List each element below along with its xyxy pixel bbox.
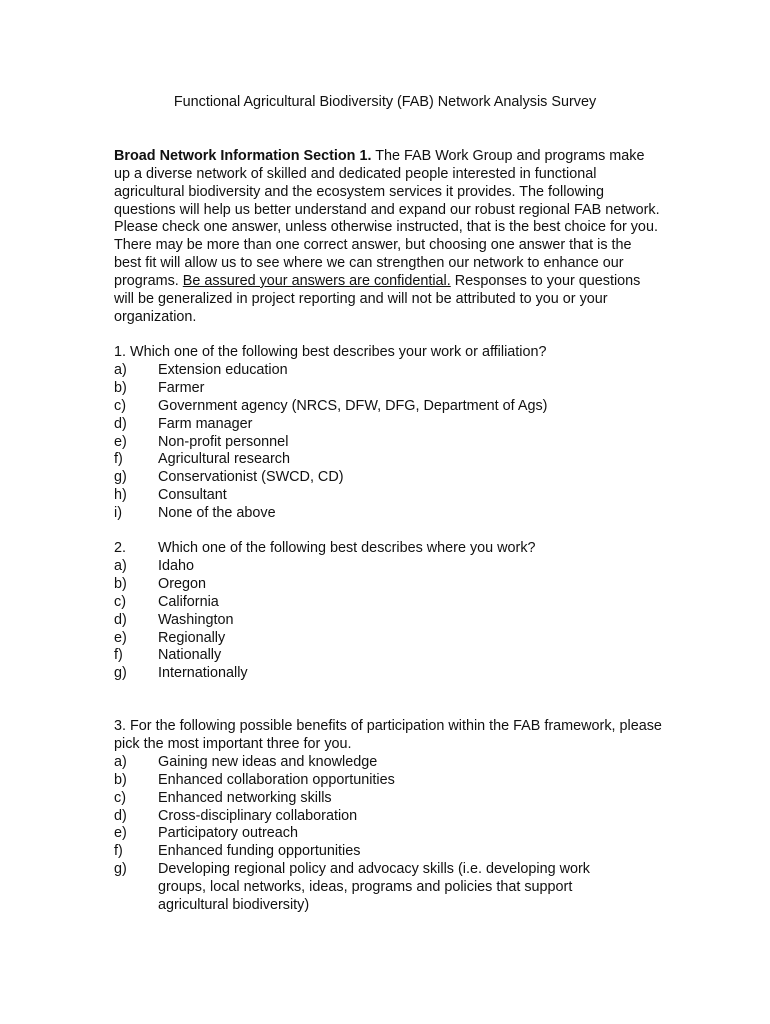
question-2: [114, 540, 674, 683]
question-1: [114, 344, 674, 523]
option-row[interactable]: [114, 790, 674, 808]
section-heading: Broad Network Information Section 1.: [114, 148, 372, 164]
option-text: Farmer: [158, 379, 205, 396]
option-row[interactable]: [114, 398, 674, 416]
option-text: Enhanced networking skills: [158, 789, 332, 806]
option-label: b): [114, 575, 127, 592]
option-label: f): [114, 843, 123, 860]
option-label: d): [114, 611, 127, 628]
option-text: Oregon: [158, 575, 206, 592]
option-row[interactable]: [114, 808, 674, 826]
option-row[interactable]: [114, 505, 674, 523]
option-label: g): [114, 861, 127, 878]
option-text: Cross-disciplinary collaboration: [158, 807, 358, 824]
option-row[interactable]: [114, 612, 674, 630]
question-3: [114, 718, 674, 915]
option-text: Farm manager: [158, 415, 253, 432]
option-row[interactable]: [114, 861, 674, 915]
question-2-text: Which one of the following best describes where you work?: [158, 540, 536, 556]
option-row[interactable]: [114, 772, 674, 790]
confidentiality-note: Be assured your answers are confidential.: [182, 272, 451, 289]
intro-body: The FAB Work Group and programs make up a diverse network of skilled and dedicated people interested in functional agricultural biodiversity and the ecosystem services it provides. The following questions will help us better understand and expand our robust regional FAB network. Please check one answer, unless otherwise instructed, that is the best choice for you. There may be more than one correct answer, but choosing one answer that is the best fit will allow us to see where we can strengthen our network to enhance our programs.: [114, 148, 660, 289]
option-row[interactable]: [114, 362, 674, 380]
option-text: Gaining new ideas and knowledge: [158, 753, 378, 770]
option-row[interactable]: [114, 380, 674, 398]
option-text: California: [158, 593, 219, 610]
option-text: Washington: [158, 611, 234, 628]
option-row[interactable]: [114, 416, 674, 434]
option-label: b): [114, 379, 127, 396]
question-1-text: 1. Which one of the following best describes your work or affiliation?: [114, 344, 547, 360]
option-text: Non-profit personnel: [158, 433, 289, 450]
option-label: h): [114, 487, 127, 504]
option-row[interactable]: [114, 825, 674, 843]
option-text: Internationally: [158, 665, 248, 682]
option-label: f): [114, 647, 123, 664]
option-row[interactable]: [114, 754, 674, 772]
option-text: Consultant: [158, 487, 227, 504]
option-row[interactable]: [114, 630, 674, 648]
option-label: i): [114, 505, 122, 522]
option-label: a): [114, 557, 127, 574]
option-text: Government agency (NRCS, DFW, DFG, Department of Ags): [158, 397, 548, 414]
option-row[interactable]: [114, 594, 674, 612]
option-text: Nationally: [158, 647, 222, 664]
option-label: c): [114, 397, 126, 414]
option-row[interactable]: [114, 487, 674, 505]
option-label: a): [114, 361, 127, 378]
option-row[interactable]: [114, 647, 674, 665]
option-label: e): [114, 433, 127, 450]
option-text: Extension education: [158, 361, 288, 378]
intro-paragraph: [114, 148, 662, 326]
option-row[interactable]: [114, 576, 674, 594]
option-label: d): [114, 807, 127, 824]
option-text: Enhanced funding opportunities: [158, 843, 361, 860]
option-row[interactable]: [114, 558, 674, 576]
option-label: g): [114, 469, 127, 486]
option-label: f): [114, 451, 123, 468]
option-text: Developing regional policy and advocacy skills (i.e. developing work groups, local networks, ideas, programs and policies that support agricultural biodiversity): [158, 861, 590, 914]
question-3-text: 3. For the following possible benefits of participation within the FAB framework, please pick the most important three for you.: [114, 718, 662, 752]
option-text: Conservationist (SWCD, CD): [158, 469, 344, 486]
option-text: Regionally: [158, 629, 226, 646]
option-label: a): [114, 753, 127, 770]
option-row[interactable]: [114, 434, 674, 452]
intro-tail: Responses to your questions will be generalized in project reporting and will not be attributed to you or your organization.: [114, 272, 641, 325]
option-label: b): [114, 771, 127, 788]
option-row[interactable]: [114, 451, 674, 469]
option-label: c): [114, 593, 126, 610]
option-row[interactable]: [114, 665, 674, 683]
question-2-heading: [114, 540, 674, 558]
question-2-number: 2.: [114, 540, 127, 556]
option-row[interactable]: [114, 469, 674, 487]
option-label: c): [114, 789, 126, 806]
option-label: e): [114, 629, 127, 646]
option-text: Enhanced collaboration opportunities: [158, 771, 395, 788]
option-text: Idaho: [158, 557, 195, 574]
option-label: d): [114, 415, 127, 432]
option-label: e): [114, 825, 127, 842]
page-title: Functional Agricultural Biodiversity (FAB) Network Analysis Survey: [173, 94, 597, 110]
option-row[interactable]: [114, 843, 674, 861]
option-text: Agricultural research: [158, 451, 290, 468]
option-text: None of the above: [158, 505, 276, 522]
option-text: Participatory outreach: [158, 825, 298, 842]
option-label: g): [114, 665, 127, 682]
